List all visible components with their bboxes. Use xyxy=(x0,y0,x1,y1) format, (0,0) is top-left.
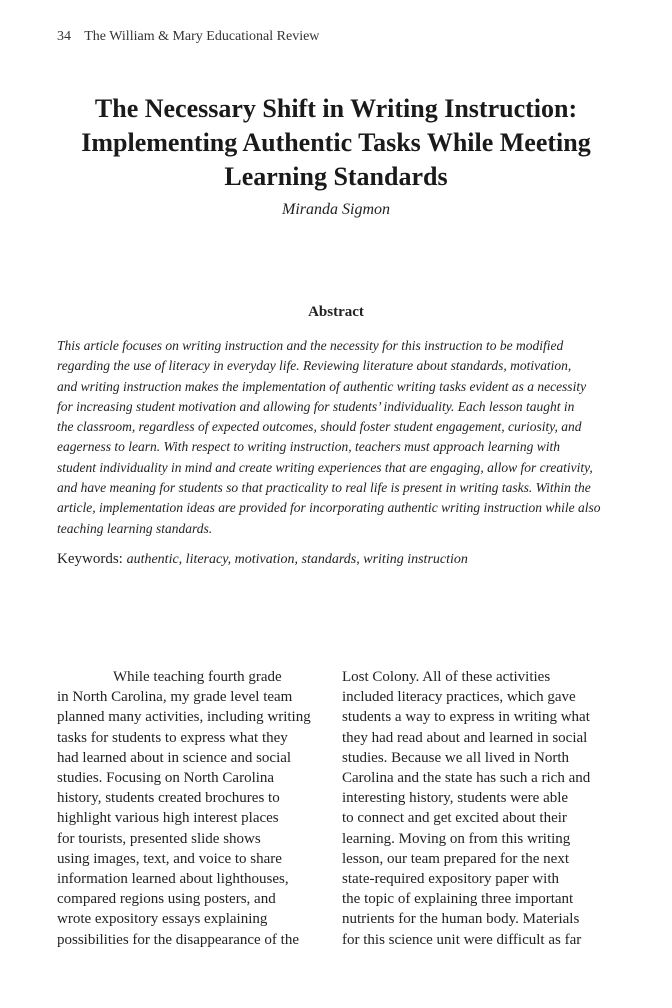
body-line: included literacy practices, which gave xyxy=(342,689,576,706)
body-line: for this science unit were difficult as far xyxy=(342,931,582,948)
body-right-column xyxy=(342,667,627,950)
body-line: in North Carolina, my grade level team xyxy=(57,689,293,706)
body-line: using images, text, and voice to share xyxy=(57,850,282,867)
body-line: state-required expository paper with xyxy=(342,871,560,888)
title-line: Implementing Authentic Tasks While Meeting xyxy=(81,128,591,157)
keywords-label: Keywords: xyxy=(57,551,123,567)
body-line: for tourists, presented slide shows xyxy=(57,830,261,847)
body-line: studies. Because we all lived in North xyxy=(342,749,570,766)
keywords xyxy=(57,551,468,568)
abstract-line: article, implementation ideas are provided for incorporating authentic writing instruction while also xyxy=(57,500,601,516)
article-title xyxy=(40,92,632,194)
body-line: studies. Focusing on North Carolina xyxy=(57,770,275,787)
page-number: 34 xyxy=(57,29,71,44)
body-line: lesson, our team prepared for the next xyxy=(342,850,569,867)
body-line: had learned about in science and social xyxy=(57,749,292,766)
abstract-body xyxy=(57,336,632,539)
abstract-line: for increasing student motivation and allowing for students’ individuality. Each lesson taught in xyxy=(57,398,575,414)
body-line: to connect and get excited about their xyxy=(342,810,567,827)
running-header xyxy=(57,29,319,45)
body-line: they had read about and learned in social xyxy=(342,729,588,746)
journal-name: The William & Mary Educational Review xyxy=(84,29,320,44)
abstract-line: This article focuses on writing instruction and the necessity for this instruction to be modified xyxy=(57,338,564,353)
body-line: learning. Moving on from this writing xyxy=(342,830,571,847)
body-line: possibilities for the disappearance of the xyxy=(57,931,300,948)
body-line: Lost Colony. All of these activities xyxy=(342,669,551,685)
abstract-heading: Abstract xyxy=(308,304,364,320)
body-left-column xyxy=(57,667,342,950)
keywords-terms: authentic, literacy, motivation, standards, writing instruction xyxy=(126,552,468,567)
title-line: The Necessary Shift in Writing Instruction: xyxy=(94,94,578,123)
body-line: tasks for students to express what they xyxy=(57,729,288,746)
body-line: highlight various high interest places xyxy=(57,810,279,827)
body-line: interesting history, students were able xyxy=(342,790,569,807)
title-line: Learning Standards xyxy=(224,162,448,191)
body-line: students a way to express in writing what xyxy=(342,709,590,726)
body-line: information learned about lighthouses, xyxy=(57,871,289,888)
abstract-line: teaching learning standards. xyxy=(57,520,213,536)
author-name: Miranda Sigmon xyxy=(282,201,390,218)
abstract-line: regarding the use of literacy in everyday life. Reviewing literature about standards, motivation, xyxy=(57,358,572,374)
body-line: history, students created brochures to xyxy=(57,790,280,807)
body-line: nutrients for the human body. Materials xyxy=(342,911,580,928)
body-line: While teaching fourth grade xyxy=(113,669,282,685)
abstract-line: eagerness to learn. With respect to writing instruction, teachers must approach learning with xyxy=(57,439,560,455)
body-line: planned many activities, including writing xyxy=(57,709,311,726)
body-line: the topic of explaining three important xyxy=(342,891,574,908)
abstract-line: student individuality in mind and create writing experiences that are engaging, allow for creativity, xyxy=(57,459,593,475)
abstract-line: and writing instruction makes the implementation of authentic writing tasks evident as a necessity xyxy=(57,378,587,394)
abstract-line: the classroom, regardless of expected outcomes, should foster student engagement, curiosity, and xyxy=(57,419,582,435)
abstract-line: and have meaning for students so that practicality to real life is present in writing tasks. Within the xyxy=(57,480,591,496)
body-line: compared regions using posters, and xyxy=(57,891,276,908)
body-line: wrote expository essays explaining xyxy=(57,911,268,928)
body-line: Carolina and the state has such a rich and xyxy=(342,770,591,787)
